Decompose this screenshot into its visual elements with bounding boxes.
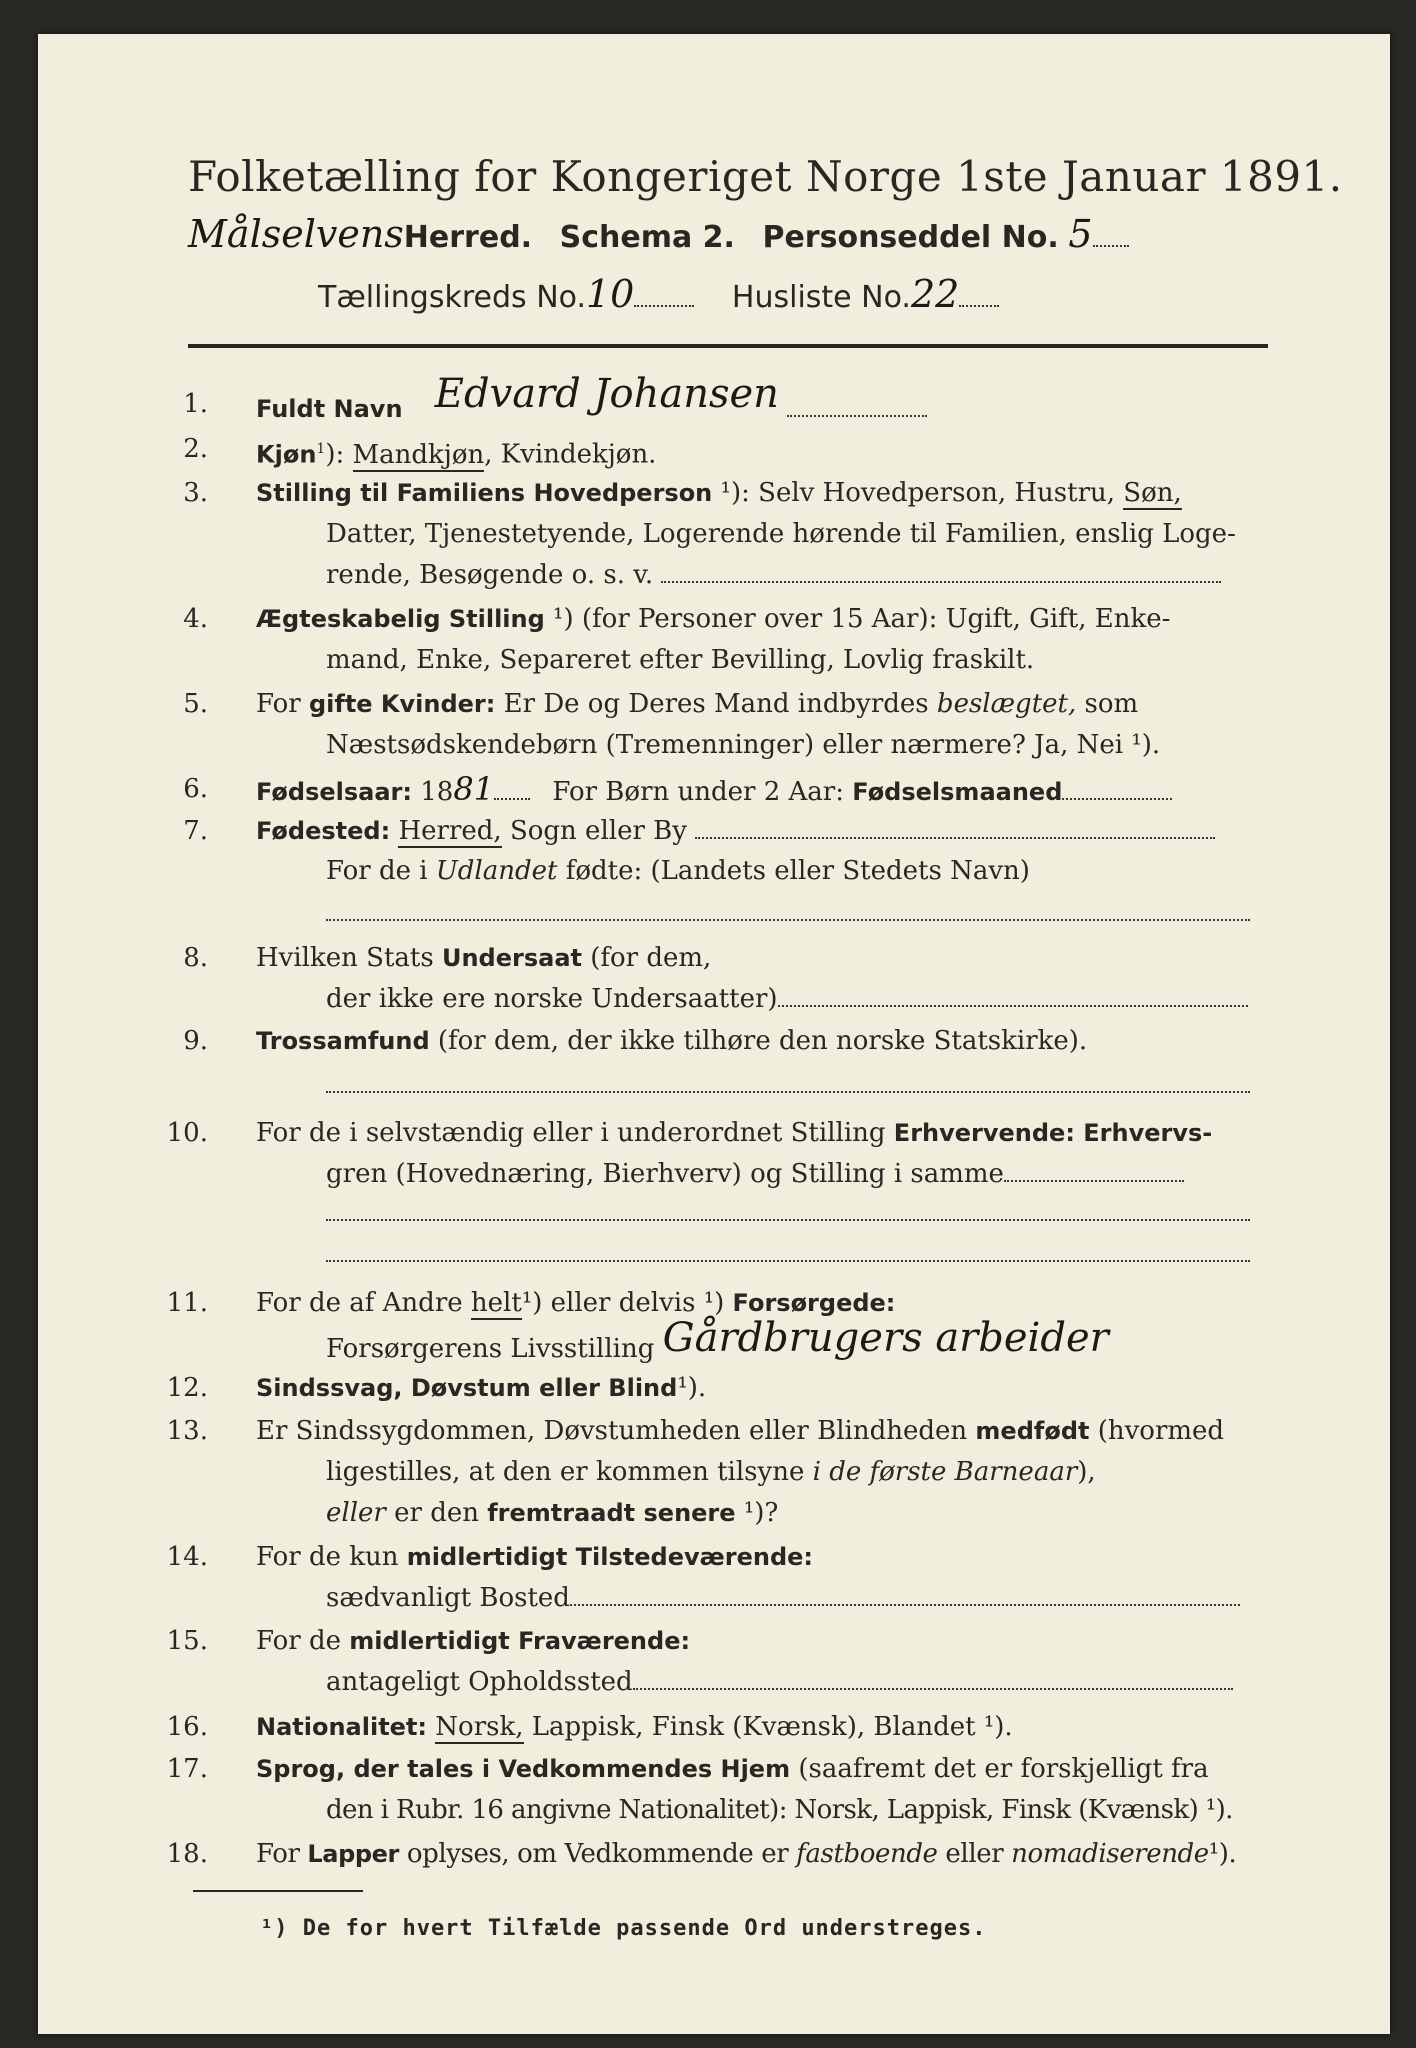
item-18-label: Lapper [307, 1840, 399, 1868]
item-6-dots [494, 798, 530, 800]
item-13-line-3-italic: eller [326, 1498, 386, 1528]
item-17-label: Sprog, der tales i Vedkommendes Hjem [256, 1755, 791, 1783]
item-17-line-2: den i Rubr. 16 angivne Nationalitet): Norsk, Lappisk, Finsk (Kvænsk) ¹). [326, 1795, 1233, 1825]
header-rule [188, 344, 1268, 348]
item-1-number: 1. [183, 389, 208, 419]
item-15-number: 15. [166, 1626, 208, 1656]
item-11-text: For de af Andre [256, 1288, 463, 1318]
husliste-number: 22 [910, 272, 960, 316]
item-11-text-2: ¹) eller delvis ¹) [521, 1288, 725, 1318]
item-13-line-3 [326, 1496, 778, 1530]
item-6-label: Fødselsaar: [256, 778, 412, 806]
item-10-row [256, 1116, 1212, 1150]
item-7-line-2-italic: Udlandet [435, 856, 558, 886]
item-7-label: Fødested: [256, 817, 391, 845]
item-4-label: Ægteskabelig Stilling [256, 605, 545, 633]
item-5-row [256, 687, 1138, 721]
item-13-label: medfødt [975, 1417, 1090, 1445]
item-7-number: 7. [183, 816, 208, 846]
item-4-text: (for Personer over 15 Aar): Ugift, Gift, Enke- [581, 604, 1171, 634]
item-10-text: For de i selvstændig eller i underordnet Stilling [256, 1118, 886, 1148]
item-18-text-3: eller [945, 1839, 1004, 1869]
item-15-dots [633, 1688, 1233, 1690]
item-13-number: 13. [166, 1416, 208, 1446]
item-14-row [256, 1540, 813, 1574]
item-2-sup: 1 [316, 441, 326, 457]
item-11-occupation-handwritten: Gårdbrugers arbeider [662, 1315, 1109, 1361]
item-12-number: 12. [166, 1373, 208, 1403]
header-line-herred [188, 214, 1129, 258]
item-14-number: 14. [166, 1542, 208, 1572]
item-7-dots [695, 837, 1215, 839]
item-8-pre: Hvilken Stats [256, 943, 434, 973]
item-13-line-3c: ¹)? [743, 1498, 779, 1528]
item-17-number: 17. [166, 1754, 208, 1784]
form-title: Folketælling for Kongeriget Norge 1ste Januar 1891. [188, 152, 1343, 201]
item-5-text-2: som [1084, 689, 1139, 719]
item-14-line-2 [326, 1581, 1240, 1615]
item-11-line-2-text: Forsørgerens Livsstilling [326, 1334, 655, 1364]
item-16-number: 16. [166, 1712, 208, 1742]
item-2-number: 2. [183, 434, 208, 464]
item-10-blank-line-2 [326, 1237, 1250, 1271]
item-4-number: 4. [183, 604, 208, 634]
item-11-line-2 [326, 1315, 1109, 1366]
item-2-label: Kjøn [256, 440, 317, 469]
item-11-option-helt: helt [470, 1288, 522, 1318]
item-4-line-2: mand, Enke, Separeret efter Bevilling, Lovlig fraskilt. [326, 645, 1035, 675]
item-9-number: 9. [183, 1026, 208, 1056]
item-3-number: 3. [183, 478, 208, 508]
husliste-label: Husliste No. [731, 280, 911, 315]
item-8-label: Undersaat [441, 944, 582, 972]
personseddel-number: 5 [1068, 212, 1093, 256]
item-13-text-2: (hvormed [1097, 1416, 1225, 1446]
item-18-text-2: oplyses, om Vedkommende er [406, 1839, 789, 1869]
item-6-row [256, 772, 1172, 809]
item-10-blank-line-1 [326, 1196, 1250, 1230]
taellingskreds-dots [634, 305, 694, 307]
item-5-italic: beslægtet, [936, 689, 1077, 719]
item-18-text: For [256, 1839, 300, 1869]
taellingskreds-number: 10 [586, 272, 635, 316]
item-1-dots [787, 415, 927, 417]
personseddel-dots [1093, 245, 1129, 247]
item-8-row [256, 941, 711, 975]
item-13-line-2b: ), [1077, 1457, 1096, 1487]
item-11-number: 11. [166, 1288, 208, 1318]
item-3-line-2: Datter, Tjenestetyende, Logerende hørende til Familien, enslig Loge- [326, 519, 1236, 549]
item-13-text: Er Sindssygdommen, Døvstumheden eller Blindheden [256, 1416, 968, 1446]
item-14-text: For de kun [256, 1542, 399, 1572]
item-7-line-2 [326, 854, 1030, 888]
footnote: ¹) De for hvert Tilfælde passende Ord understreges. [260, 1916, 987, 1941]
item-14-dots [570, 1604, 1240, 1606]
item-6-text: For Børn under 2 Aar: [552, 777, 844, 807]
census-form-sheet [38, 34, 1390, 2034]
item-16-row [256, 1710, 1013, 1744]
item-1-row [256, 371, 927, 426]
item-15-line-2-text: antageligt Opholdssted [326, 1667, 633, 1697]
item-10-line-2 [326, 1157, 1184, 1191]
item-3-option-son: Søn, [1123, 478, 1182, 508]
item-5-number: 5. [183, 689, 208, 719]
item-13-line-3a: er den [394, 1498, 479, 1528]
item-10-label: Erhvervende: Erhvervs- [893, 1119, 1213, 1147]
item-7-option-herred: Herred, [398, 816, 502, 846]
item-13-line-2 [326, 1455, 1096, 1489]
item-3-options: Selv Hovedperson, Hustru, [758, 478, 1116, 508]
item-8-line-2 [326, 982, 1248, 1016]
item-17-text: (saafremt det er forskjelligt fra [798, 1754, 1209, 1784]
item-3-line-3 [326, 558, 1221, 592]
item-10-line-2-text: gren (Hovednæring, Bierhverv) og Stilling i samme [326, 1159, 1004, 1189]
item-7-row [256, 814, 1215, 848]
item-8-dots [778, 1005, 1248, 1007]
item-13-line-2-italic: i de første Barneaar [812, 1457, 1078, 1487]
item-13-line-3-bold: fremtraadt senere [487, 1499, 736, 1527]
item-11-label: Forsørgede: [732, 1289, 896, 1317]
item-6-number: 6. [183, 774, 208, 804]
item-12-tail: ¹). [677, 1373, 707, 1403]
item-18-tail: ¹). [1208, 1839, 1237, 1869]
item-15-text: For de [256, 1626, 341, 1656]
husliste-dots [959, 305, 999, 307]
item-8-line-2-text: der ikke ere norske Undersaatter) [326, 984, 778, 1014]
item-16-label: Nationalitet: [256, 1713, 428, 1741]
item-7-line-2b: fødte: (Landets eller Stedets Navn) [565, 856, 1030, 886]
item-15-row [256, 1624, 690, 1658]
item-1-label: Fuldt Navn [256, 395, 403, 423]
item-15-label: midlertidigt Fraværende: [349, 1627, 691, 1655]
item-7-text: Sogn eller By [509, 816, 687, 846]
header-line-taellingskreds [318, 274, 999, 318]
item-15-line-2 [326, 1665, 1233, 1699]
item-6-year-handwritten: 81 [453, 770, 495, 808]
item-3-line-3-text: rende, Besøgende o. s. v. [326, 560, 654, 590]
item-6-label-2: Fødselsmaaned [852, 778, 1063, 806]
herred-handwritten: Målselvens [188, 212, 404, 256]
item-12-row [256, 1371, 706, 1405]
item-7-blank-line [326, 896, 1250, 930]
item-5-label: gifte Kvinder: [308, 690, 496, 718]
item-3-label: Stilling til Familiens Hovedperson [256, 479, 713, 507]
item-6-prefix: 18 [420, 777, 454, 807]
item-5-line-2: Næstsødskendebørn (Tremenninger) eller nærmere? Ja, Nei ¹). [326, 730, 1161, 760]
personseddel-label: Personseddel No. [762, 220, 1059, 255]
item-18-italic-2: nomadiserende [1011, 1839, 1209, 1869]
taellingskreds-label: Tællingskreds No. [318, 280, 586, 315]
item-9-blank-line [326, 1068, 1250, 1102]
item-4-row: Ægteskabelig Stilling ¹) (for Personer over 15 Aar): Ugift, Gift, Enke- [256, 604, 1171, 634]
item-16-text: Lappisk, Finsk (Kvænsk), Blandet ¹). [531, 1712, 1013, 1742]
item-18-number: 18. [166, 1839, 208, 1869]
item-16-option-norsk: Norsk, [435, 1712, 524, 1742]
item-2-row: Kjøn$^1$): Mandkjøn, Kvindekjøn. [256, 439, 657, 470]
item-3-dots [661, 581, 1221, 583]
item-18-row [256, 1837, 1236, 1871]
item-9-text: (for dem, der ikke tilhøre den norske Statskirke). [437, 1026, 1088, 1056]
item-10-number: 10. [166, 1118, 208, 1148]
item-13-row [256, 1414, 1224, 1448]
item-2-option-mandkjon: Mandkjøn [352, 439, 485, 470]
item-9-label: Trossamfund [256, 1027, 430, 1055]
herred-label: Herred. [403, 220, 533, 255]
footnote-rule [193, 1890, 363, 1892]
item-6-dots-2 [1062, 798, 1172, 800]
item-3-row: Stilling til Familiens Hovedperson ¹): Selv Hovedperson, Hustru, Søn, [256, 478, 1182, 508]
item-1-name-handwritten: Edvard Johansen [434, 371, 779, 417]
item-14-line-2-text: sædvanligt Bosted [326, 1583, 570, 1613]
schema-label: Schema 2. [559, 220, 735, 255]
item-8-text: (for dem, [590, 943, 712, 973]
item-17-row [256, 1752, 1209, 1786]
item-5-pre: For [256, 689, 301, 719]
item-8-number: 8. [183, 943, 208, 973]
item-10-dots [1004, 1180, 1184, 1182]
item-12-label: Sindssvag, Døvstum eller Blind [256, 1374, 678, 1402]
item-7-line-2a: For de i [326, 856, 428, 886]
item-9-row [256, 1024, 1087, 1058]
item-18-italic-1: fastboende [796, 1839, 938, 1869]
item-5-text: Er De og Deres Mand indbyrdes [503, 689, 929, 719]
item-14-label: midlertidigt Tilstedeværende: [406, 1543, 814, 1571]
item-2-option-kvindekjon: Kvindekjøn. [500, 439, 657, 470]
item-13-line-2a: ligestilles, at den er kommen tilsyne [326, 1457, 805, 1487]
